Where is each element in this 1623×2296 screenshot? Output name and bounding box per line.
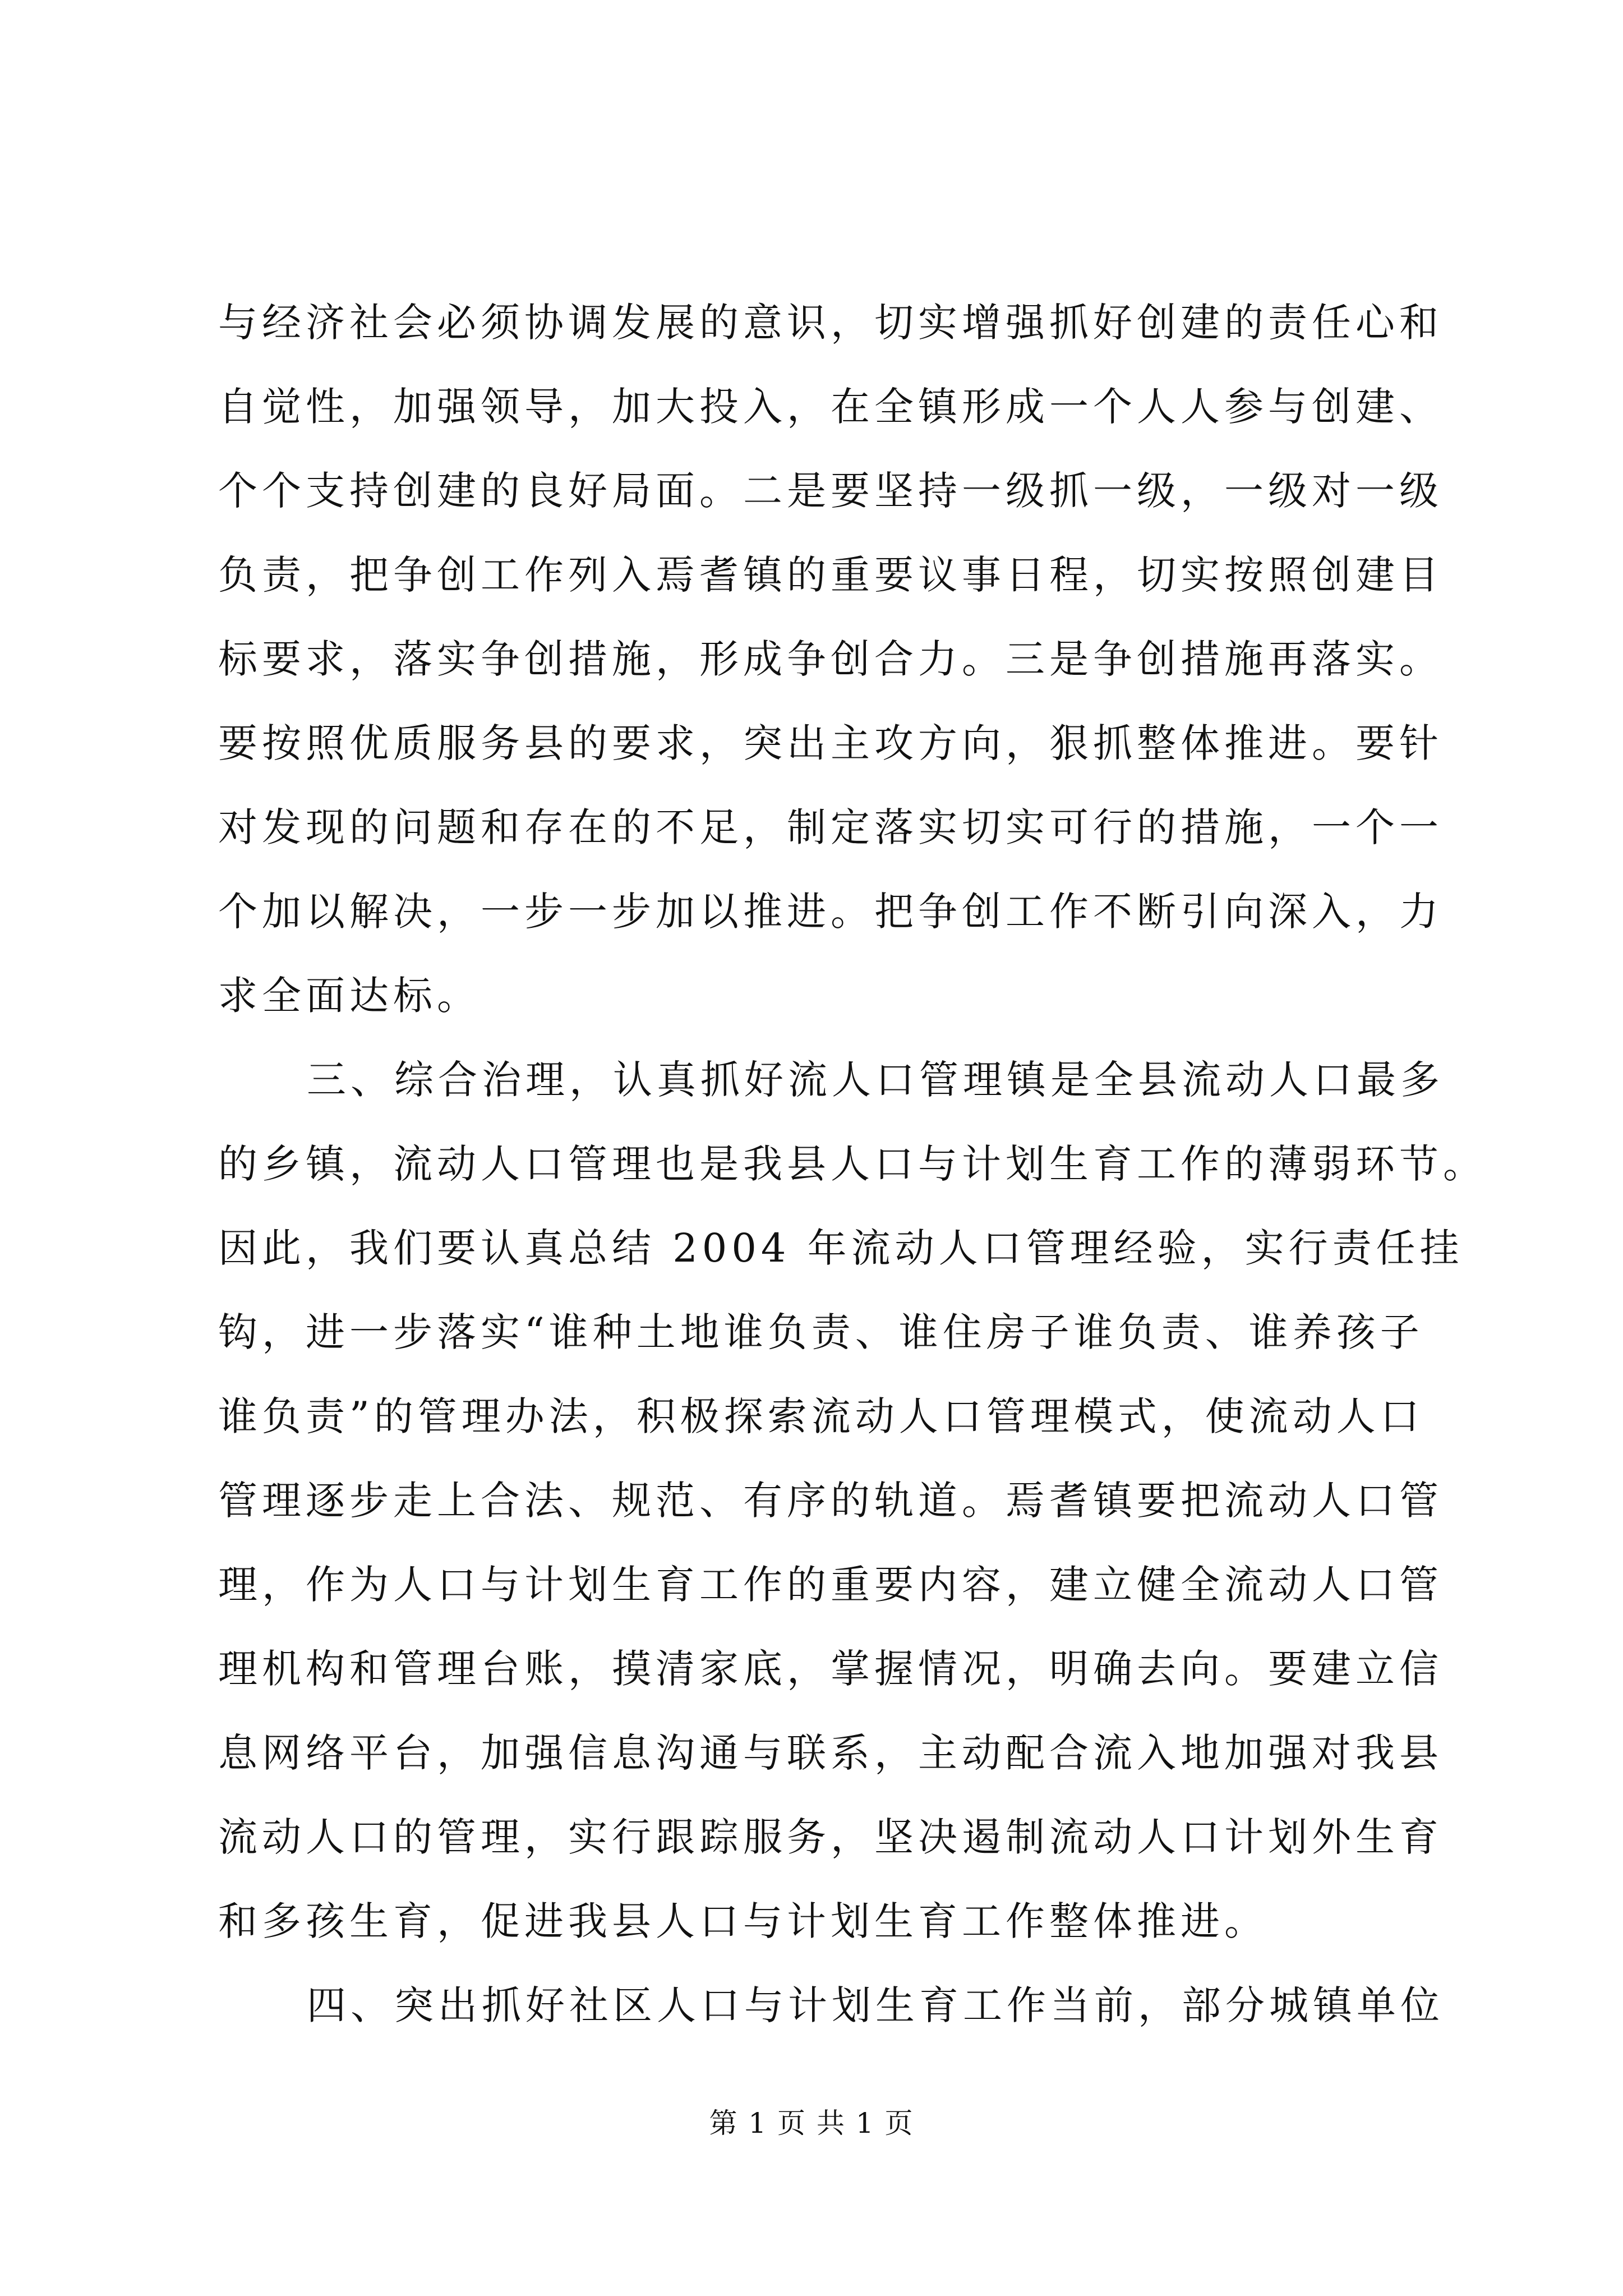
text-line: 对发现的问题和存在的不足，制定落实切实可行的措施，一个一: [218, 804, 1443, 850]
page-footer: 第 1 页 共 1 页: [709, 2107, 914, 2139]
text-line: 流动人口的管理，实行跟踪服务，坚决遏制流动人口计划外生育: [218, 1814, 1443, 1860]
text-line: 自觉性，加强领导，加大投入，在全镇形成一个人人参与创建、: [218, 384, 1443, 430]
text-line: 管理逐步走上合法、规范、有序的轨道。焉耆镇要把流动人口管: [218, 1478, 1443, 1524]
text-line: 标要求，落实争创措施，形成争创合力。三是争创措施再落实。: [218, 636, 1443, 682]
text-line: 的乡镇，流动人口管理也是我县人口与计划生育工作的薄弱环节。: [218, 1141, 1487, 1187]
text-line: 理机构和管理台账，摸清家底，掌握情况，明确去向。要建立信: [218, 1646, 1443, 1692]
text-line: 个加以解决，一步一步加以推进。把争创工作不断引向深入，力: [218, 889, 1443, 935]
text-line: 钩，进一步落实“谁种土地谁负责、谁住房子谁负责、谁养孩子: [218, 1309, 1424, 1355]
section-heading-line: 三、综合治理，认真抓好流人口管理镇是全县流动人口最多: [307, 1057, 1444, 1103]
text-line: 理，作为人口与计划生育工作的重要内容，建立健全流动人口管: [218, 1562, 1443, 1608]
text-line: 负责，把争创工作列入焉耆镇的重要议事日程，切实按照创建目: [218, 552, 1443, 598]
text-line: 和多孩生育，促进我县人口与计划生育工作整体推进。: [218, 1898, 1268, 1944]
text-line: 与经济社会必须协调发展的意识，切实增强抓好创建的责任心和: [218, 300, 1443, 346]
text-line: 求全面达标。: [218, 973, 481, 1019]
section-heading-line: 四、突出抓好社区人口与计划生育工作当前，部分城镇单位: [307, 1982, 1444, 2028]
text-line: 因此，我们要认真总结 2004 年流动人口管理经验，实行责任挂: [218, 1225, 1464, 1271]
text-line: 谁负责”的管理办法，积极探索流动人口管理模式，使流动人口: [218, 1393, 1424, 1439]
text-line: 要按照优质服务县的要求，突出主攻方向，狠抓整体推进。要针: [218, 720, 1443, 766]
text-line: 息网络平台，加强信息沟通与联系，主动配合流入地加强对我县: [218, 1730, 1443, 1776]
text-line: 个个支持创建的良好局面。二是要坚持一级抓一级，一级对一级: [218, 468, 1443, 514]
